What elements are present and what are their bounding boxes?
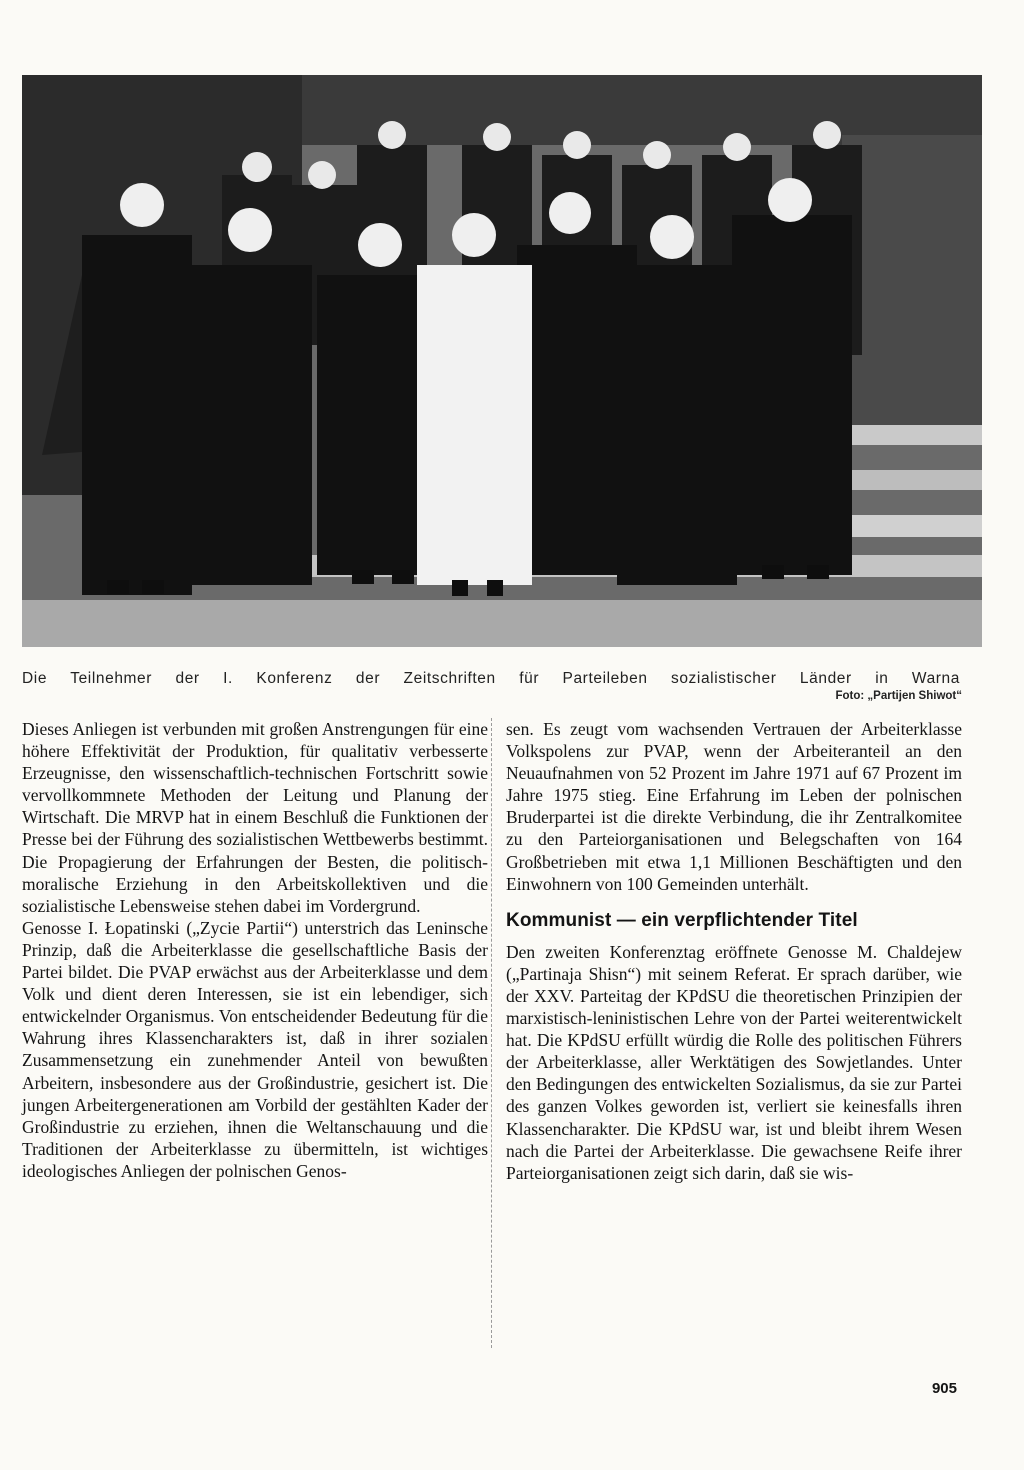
- right-paragraph-1: sen. Es zeugt vom wachsenden Vertrauen der Arbeiterklasse Volkspolens zur PVAP, wenn der Arbeiteranteil an den Neuaufnahmen von 52 Prozent im Jahre 1971 auf 67 Prozent im Jahre 1975 stieg. Eine Erfahrung im Leben der polnischen Bruderpartei ist die direkte Verbindung, die ihr Zentralkomitee zu den Parteiorganisationen und Belegschaften von 164 Großbetrieben mit etwa 1,1 Millionen Beschäftigten und den Einwohnern von 100 Gemeinden unterhält.: [506, 719, 962, 894]
- right-paragraph-2: Den zweiten Konferenztag eröffnete Genosse M. Chaldejew („Partinaja Shisn“) mit seinem Referat. Er sprach darüber, wie der XXV. Parteitag der KPdSU die theoretischen Prinzipien der marxistisch-leninistischen Lehre von der Partei weiterentwickelt hat. Die KPdSU erfüllt würdig die Rolle des politischen Führers der Arbeiterklasse, aller Werktätigen des Sowjetlandes. Unter den Bedingungen des entwickelten Sozialismus, da sie zur Partei des ganzen Volkes geworden ist, verliert sie keinesfalls ihren Klassencharakter. Die KPdSU war, ist und bleibt ihrem Wesen nach die Partei der Arbeiterklasse. Die gewachsene Reife ihrer Parteiorganisationen zeigt sich darin, daß sie wis-: [506, 941, 962, 1183]
- right-column: [506, 718, 962, 1184]
- page-number: 905: [931, 1380, 957, 1397]
- photo-caption: Die Teilnehmer der I. Konferenz der Zeitschriften für Parteileben sozialistischer Länder in Warna: [22, 670, 960, 687]
- section-heading: Kommunist — ein verpflichtender Titel: [506, 909, 858, 931]
- left-paragraph-1: Dieses Anliegen ist verbunden mit großen Anstrengungen für eine höhere Effektivität der Produktion, für qualitativ verbesserte Erzeugnisse, den wissenschaftlich-technischen Fortschritt sowie vervollkommnete Methoden der Leitung und Planung der Wirtschaft. Die MRVP hat in einem Beschluß die Funktionen der Presse bei der Führung des sozialistischen Wettbewerbs bestimmt. Die Propagierung der Erfahrungen der Besten, die politisch-moralische Erziehung in den Arbeitskollektiven und die sozialistische Lebensweise stehen dabei im Vordergrund.: [22, 719, 488, 916]
- group-photo-illustration: [22, 75, 982, 647]
- group-photo: [22, 75, 982, 647]
- column-divider: [491, 718, 493, 1348]
- left-column: [22, 718, 488, 1182]
- photo-credit: Foto: „Partijen Shiwot“: [835, 690, 962, 702]
- left-paragraph-2: Genosse I. Łopatinski („Zycie Partii“) unterstrich das Leninsche Prinzip, daß die Arbeiterklasse die gesellschaftliche Basis der Partei bildet. Die PVAP erwächst aus der Arbeiterklasse und dem Volk und dient deren Interessen, sie ist ein lebendiger, sich entwickelnder Organismus. Von entscheidender Bedeutung für die Wahrung ihres Klassencharakters ist, daß in ihrer sozialen Zusammensetzung ein zunehmender Anteil von bewußten Arbeitern, insbesondere aus der Großindustrie, gesichert ist. Die jungen Arbeitergenerationen am Vorbild der gestählten Kader der Großindustrie zu erziehen, ihnen die Weltanschauung und die Traditionen der Arbeiterklasse zu übermitteln, ist wichtiges ideologisches Anliegen der polnischen Genos-: [22, 917, 488, 1181]
